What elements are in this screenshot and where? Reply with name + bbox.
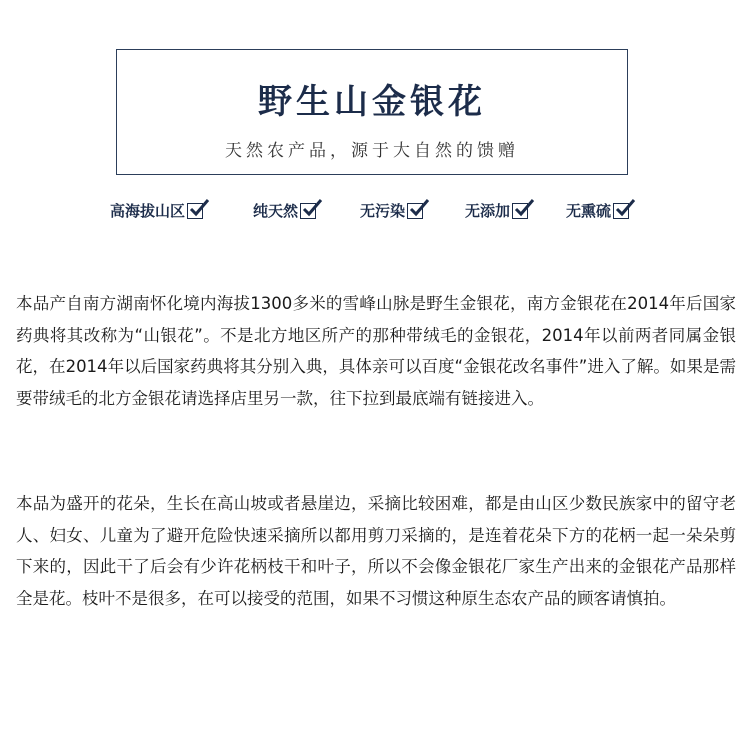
feature-item — [360, 200, 423, 221]
page-title: 野生山金银花 — [258, 82, 486, 122]
checkbox-checked-icon — [300, 203, 316, 219]
feature-label: 高海拔山区 — [110, 202, 186, 220]
feature-item — [110, 200, 203, 221]
description-paragraph: 本品为盛开的花朵，生长在高山坡或者悬崖边，采摘比较困难，都是由山区少数民族家中的留守老人、妇女、儿童为了避开危险快速采摘所以都用剪刀采摘的，是连着花朵下方的花柄一起一朵朵剪下来的，因此干了后会有少许花柄枝干和叶子，所以不会像金银花厂家生产出来的金银花产品那样全是花。枝叶不是很多，在可以接受的范围，如果不习惯这种原生态农产品的顾客请慎拍。 — [16, 494, 736, 608]
checkbox-checked-icon — [407, 203, 423, 219]
feature-label: 纯天然 — [253, 202, 299, 220]
feature-label: 无添加 — [465, 202, 511, 220]
feature-item — [253, 200, 316, 221]
feature-item — [465, 200, 528, 221]
title-box — [116, 49, 628, 175]
feature-label: 无熏硫 — [566, 202, 612, 220]
checkbox-checked-icon — [512, 203, 528, 219]
description-paragraph: 本品产自南方湖南怀化境内海拔1300多米的雪峰山脉是野生金银花，南方金银花在2014年后国家药典将其改称为“山银花”。不是北方地区所产的那种带绒毛的金银花，2014年以前两者同属金银花，在2014年以后国家药典将其分别入典，具体亲可以百度“金银花改名事件”进入了解。如果是需要带绒毛的北方金银花请选择店里另一款，往下拉到最底端有链接进入。 — [16, 294, 736, 408]
feature-item — [566, 200, 629, 221]
checkbox-checked-icon — [613, 203, 629, 219]
page-subtitle: 天然农产品，源于大自然的馈赠 — [225, 141, 519, 161]
feature-label: 无污染 — [360, 202, 406, 220]
checkbox-checked-icon — [187, 203, 203, 219]
feature-list — [110, 200, 650, 224]
